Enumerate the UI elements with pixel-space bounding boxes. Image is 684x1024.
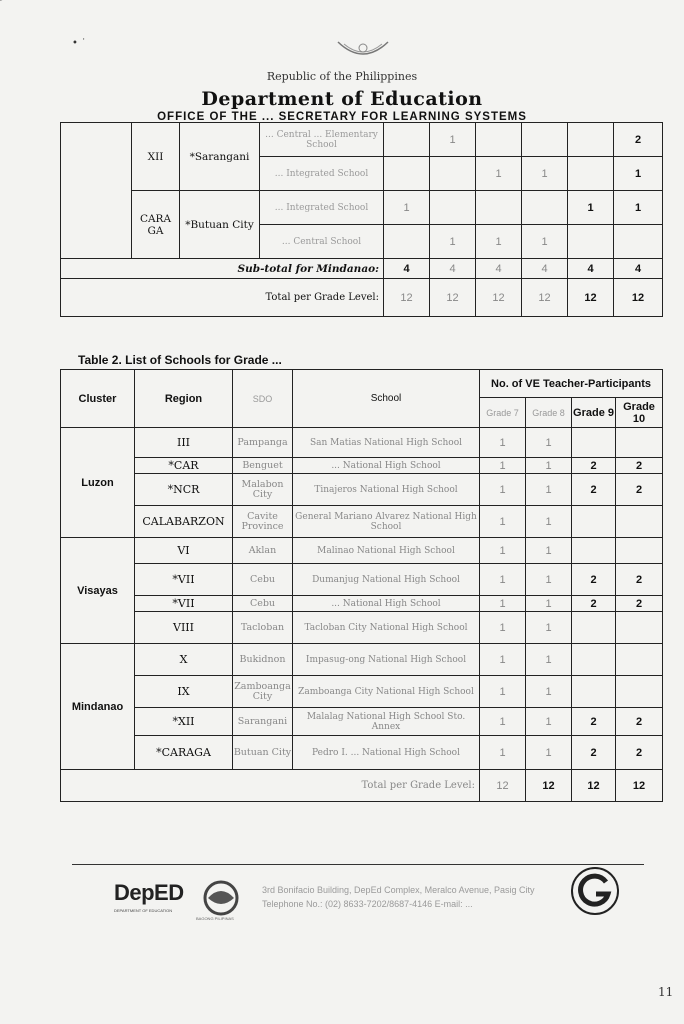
grade-10-header: Grade 10 [616, 398, 663, 428]
grade-value-cell: 1 [480, 596, 526, 612]
value-cell [522, 123, 568, 157]
sdo-cell: Aklan [233, 538, 293, 564]
value-cell [430, 157, 476, 191]
grade-value-cell: 1 [480, 458, 526, 474]
total-cell: 12 [568, 279, 614, 317]
mindanao-schools-table [60, 122, 663, 317]
grade-value-cell: 1 [526, 676, 572, 708]
grade-value-cell: 2 [616, 736, 663, 770]
grade-value-cell [616, 506, 663, 538]
grade-value-cell [572, 644, 616, 676]
school-cell: Impasug-ong National High School [293, 644, 480, 676]
subtotal-cell: 4 [614, 259, 663, 279]
total-cell: 12 [526, 770, 572, 802]
division-cell: *Butuan City [180, 191, 260, 259]
subtotal-cell: 4 [522, 259, 568, 279]
region-cell: *CARAGA [135, 736, 233, 770]
value-cell: 1 [384, 191, 430, 225]
total-cell: 12 [476, 279, 522, 317]
grade-value-cell: 1 [480, 474, 526, 506]
subtotal-cell: 4 [430, 259, 476, 279]
grade-value-cell: 1 [526, 506, 572, 538]
school-cell: San Matias National High School [293, 428, 480, 458]
sdo-cell: Zamboanga City [233, 676, 293, 708]
region-cell: *NCR [135, 474, 233, 506]
value-cell [614, 225, 663, 259]
table-row [61, 123, 663, 157]
grade-value-cell: 1 [480, 506, 526, 538]
deped-seal-icon [334, 38, 392, 62]
table-row [61, 708, 663, 736]
grade-value-cell: 2 [572, 564, 616, 596]
total-cell: 12 [522, 279, 568, 317]
grade-value-cell: 2 [616, 596, 663, 612]
value-cell: 1 [614, 191, 663, 225]
cluster-header: Cluster [61, 370, 135, 428]
bagong-pilipinas-logo-icon [196, 880, 246, 916]
table-row [61, 428, 663, 458]
grade-value-cell: 1 [480, 676, 526, 708]
grade-value-cell [572, 676, 616, 708]
grade-8-header: Grade 8 [526, 398, 572, 428]
school-cell: Tinajeros National High School [293, 474, 480, 506]
value-cell: 1 [476, 157, 522, 191]
table-row [61, 458, 663, 474]
scan-edge-line [0, 0, 55, 1]
school-cell: Dumanjug National High School [293, 564, 480, 596]
grade-value-cell: 1 [480, 428, 526, 458]
grade-value-cell: 1 [526, 644, 572, 676]
total-row [61, 770, 663, 802]
grade-value-cell: 2 [572, 474, 616, 506]
school-cell: ... Integrated School [260, 157, 384, 191]
value-cell: 1 [522, 157, 568, 191]
value-cell [384, 123, 430, 157]
table-row [61, 564, 663, 596]
region-cell: *CAR [135, 458, 233, 474]
sdo-cell: Pampanga [233, 428, 293, 458]
value-cell [568, 225, 614, 259]
school-cell: ... Integrated School [260, 191, 384, 225]
subtotal-cell: 4 [384, 259, 430, 279]
school-header: School [293, 370, 480, 428]
grade-value-cell [572, 506, 616, 538]
value-cell [430, 191, 476, 225]
grade-value-cell [572, 428, 616, 458]
grade-value-cell: 1 [526, 474, 572, 506]
region-cell: III [135, 428, 233, 458]
region-cell: CARA GA [132, 191, 180, 259]
sdo-cell: Cebu [233, 596, 293, 612]
sdo-cell: Bukidnon [233, 644, 293, 676]
total-label: Total per Grade Level: [61, 770, 480, 802]
grade-schools-table [60, 369, 663, 802]
republic-heading: Republic of the Philippines [266, 70, 418, 83]
tuv-certification-icon [570, 866, 620, 916]
cluster-cell: Visayas [61, 538, 135, 644]
department-heading: Department of Education [201, 88, 483, 110]
grade-value-cell [616, 676, 663, 708]
table-row [61, 191, 663, 225]
header-row [61, 370, 663, 398]
grade-value-cell: 1 [526, 596, 572, 612]
footer-divider [72, 864, 644, 865]
grade-value-cell: 2 [572, 596, 616, 612]
grade-value-cell: 1 [526, 538, 572, 564]
school-cell: General Mariano Alvarez National High School [293, 506, 480, 538]
sdo-header: SDO [233, 370, 293, 428]
grade-value-cell: 1 [526, 708, 572, 736]
grade-value-cell: 2 [616, 564, 663, 596]
grade-value-cell [572, 612, 616, 644]
grade-7-header: Grade 7 [480, 398, 526, 428]
grade-value-cell: 1 [480, 708, 526, 736]
footer-address: 3rd Bonifacio Building, DepEd Complex, Meralco Avenue, Pasig City [262, 885, 535, 895]
value-cell: 1 [476, 225, 522, 259]
subtotal-label: Sub-total for Mindanao: [61, 259, 384, 279]
total-cell: 12 [480, 770, 526, 802]
value-cell [568, 123, 614, 157]
total-cell: 12 [614, 279, 663, 317]
grade-value-cell [616, 538, 663, 564]
sdo-cell: Butuan City [233, 736, 293, 770]
footer-contact: Telephone No.: (02) 8633-7202/8687-4146 E-mail: ... [262, 899, 473, 909]
grade-value-cell: 2 [616, 458, 663, 474]
grade-value-cell: 1 [526, 458, 572, 474]
total-cell: 12 [384, 279, 430, 317]
school-cell: ... National High School [293, 596, 480, 612]
grade-value-cell: 2 [616, 708, 663, 736]
sdo-cell: Cavite Province [233, 506, 293, 538]
grade-value-cell: 1 [480, 644, 526, 676]
subtotal-cell: 4 [476, 259, 522, 279]
value-cell [476, 123, 522, 157]
region-cell: IX [135, 676, 233, 708]
school-cell: Malinao National High School [293, 538, 480, 564]
grade-value-cell: 1 [480, 736, 526, 770]
cluster-cell: Luzon [61, 428, 135, 538]
value-cell: 1 [430, 123, 476, 157]
scan-specks: • ˙ [72, 38, 87, 49]
table-row [61, 736, 663, 770]
sdo-cell: Tacloban [233, 612, 293, 644]
grade-value-cell: 2 [572, 708, 616, 736]
region-cell: XII [132, 123, 180, 191]
value-cell: 1 [430, 225, 476, 259]
sdo-cell: Malabon City [233, 474, 293, 506]
region-cell: *VII [135, 596, 233, 612]
region-cell: *XII [135, 708, 233, 736]
table-row [61, 612, 663, 644]
total-label: Total per Grade Level: [61, 279, 384, 317]
division-cell: *Sarangani [180, 123, 260, 191]
grade-value-cell: 1 [526, 428, 572, 458]
grade-value-cell: 1 [526, 612, 572, 644]
school-cell: Tacloban City National High School [293, 612, 480, 644]
table-row [61, 596, 663, 612]
grade-value-cell [616, 428, 663, 458]
value-cell: 1 [522, 225, 568, 259]
sdo-cell: Benguet [233, 458, 293, 474]
participants-header: No. of VE Teacher-Participants [480, 370, 663, 398]
cluster-cell [61, 123, 132, 259]
office-heading: OFFICE OF THE ... SECRETARY FOR LEARNING SYSTEMS [157, 111, 527, 123]
grade-value-cell: 2 [572, 736, 616, 770]
grade-9-header: Grade 9 [572, 398, 616, 428]
region-cell: *VII [135, 564, 233, 596]
bagong-pilipinas-label: BAGONG PILIPINAS [196, 916, 234, 921]
school-cell: ... Central ... Elementary School [260, 123, 384, 157]
table-row [61, 644, 663, 676]
grade-value-cell: 1 [526, 564, 572, 596]
sdo-cell: Cebu [233, 564, 293, 596]
table-row [61, 506, 663, 538]
sdo-cell: Sarangani [233, 708, 293, 736]
school-cell: Pedro I. ... National High School [293, 736, 480, 770]
table-row [61, 676, 663, 708]
value-cell [522, 191, 568, 225]
grade-value-cell [616, 644, 663, 676]
deped-logo-subtitle: DEPARTMENT OF EDUCATION [114, 908, 173, 913]
value-cell: 1 [614, 157, 663, 191]
region-cell: CALABARZON [135, 506, 233, 538]
table2-caption: Table 2. List of Schools for Grade ... [78, 353, 282, 367]
grade-value-cell: 2 [572, 458, 616, 474]
region-cell: VI [135, 538, 233, 564]
school-cell: ... National High School [293, 458, 480, 474]
total-cell: 12 [430, 279, 476, 317]
school-cell: Zamboanga City National High School [293, 676, 480, 708]
value-cell: 1 [568, 191, 614, 225]
subtotal-row [61, 259, 663, 279]
grade-value-cell: 1 [480, 538, 526, 564]
region-header: Region [135, 370, 233, 428]
total-cell: 12 [572, 770, 616, 802]
total-cell: 12 [616, 770, 663, 802]
value-cell: 2 [614, 123, 663, 157]
grade-value-cell: 1 [480, 564, 526, 596]
table-row [61, 474, 663, 506]
total-row [61, 279, 663, 317]
grade-value-cell: 1 [480, 612, 526, 644]
grade-value-cell [572, 538, 616, 564]
school-cell: Malalag National High School Sto. Annex [293, 708, 480, 736]
table-row [61, 538, 663, 564]
value-cell [384, 225, 430, 259]
value-cell [384, 157, 430, 191]
grade-value-cell: 1 [526, 736, 572, 770]
grade-value-cell [616, 612, 663, 644]
region-cell: X [135, 644, 233, 676]
deped-logo: DepED [114, 880, 184, 905]
grade-value-cell: 2 [616, 474, 663, 506]
school-cell: ... Central School [260, 225, 384, 259]
value-cell [476, 191, 522, 225]
page-number: 11 [658, 985, 674, 999]
subtotal-cell: 4 [568, 259, 614, 279]
region-cell: VIII [135, 612, 233, 644]
value-cell [568, 157, 614, 191]
cluster-cell: Mindanao [61, 644, 135, 770]
